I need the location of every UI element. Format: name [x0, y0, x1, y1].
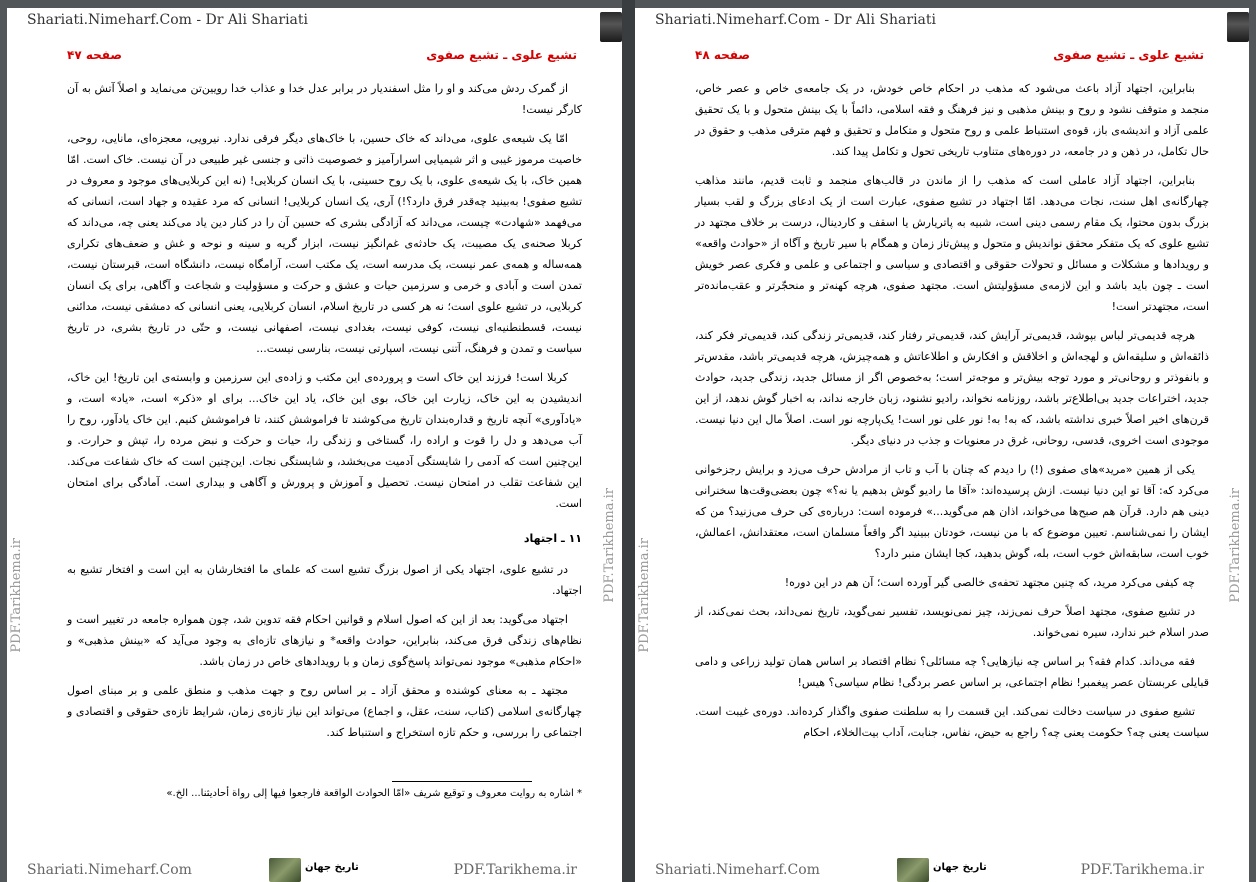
paragraph: چه کیفی می‌کرد مرید، که چنین مجتهد تحفه‌ی خالصی گیر آورده است؛ آن هم در این دوره! [784, 576, 1195, 589]
tarikh-jahan-logo [897, 858, 1009, 882]
footer-site-link[interactable]: Shariati.Nimeharf.Com [27, 862, 192, 878]
body-text [67, 78, 582, 751]
document-page-48 [635, 8, 1249, 882]
site-header: Shariati.Nimeharf.Com - Dr Ali Shariati [27, 12, 309, 28]
paragraph: در تشیع صفوی، مجتهد اصلاً حرف نمی‌زند، چیز نمی‌نویسد، تفسیر نمی‌گوید، تاریخ نمی‌داند، بحث نمی‌کند، از صدر اسلام خبر ندارد، سیره نمی‌خواند. [695, 605, 1209, 639]
paragraph: بنابراین، اجتهاد آزاد باعث می‌شود که مذهب در احکام خاص خودش، در یک جامعه‌ی خاص و عصر خاص، منجمد و متوقف نشود و روح و بینش مذهبی و نیز فرهنگ و فقه اسلامی، دائماً با یک بینش متحول و با یک تحقیق علمی آزاد و اندیشه‌ی باز، قوه‌ی استنباط علمی و روح متحول و متکامل و تحقیق و فهم مترقی مذهب و حقوق در حال تکامل، در ذهن و در جامعه، در دوره‌های متناوب تاریخی تحول و تکامل پیدا کند. [695, 82, 1209, 158]
paragraph: بنابراین، اجتهاد آزاد عاملی است که مذهب را از ماندن در قالب‌های منجمد و ثابت قدیم، مانند مذاهب چهارگانه‌ی اهل سنت، نجات می‌دهد. امّا اجتهاد در تشیع صفوی، عبارت است از یک ادعای بزرگ و لقب بسیار بزرگ بدون محتوا، یک مقام رسمی دینی است، شبیه به پاتریارش یا اسقف و کاردینال، درست بر خلاف مجتهد در تشیع علوی که یک متفکر محقق نواندیش و متحول و پیش‌تاز زمان و همگام با سیر تاریخ و آگاه از «حوادث واقعه» و رویدادها و مشکلات و مسائل و تحولات حقوقی و اقتصادی و سیاسی و اجتماعی و علمی و فکری عصر خویش است ـ چون باید باشد و این لازمه‌ی مسؤولیتش است. مجتهد صفوی، هرچه کهنه‌تر و منحجّرتر و عقب‌مانده‌تر است، مجتهدتر است! [695, 174, 1209, 313]
site-header: Shariati.Nimeharf.Com - Dr Ali Shariati [655, 12, 937, 28]
footer-site-link[interactable]: Shariati.Nimeharf.Com [655, 862, 820, 878]
chapter-title: تشیع علوی ـ تشیع صفوی [426, 48, 577, 62]
footer-pdf-link[interactable]: PDF.Tarikhema.ir [453, 862, 577, 878]
page-number: صفحه ۴۷ [67, 48, 122, 62]
watermark: PDF.Tarikhema.ir [637, 538, 652, 653]
paragraph: امّا یک شیعه‌ی علوی، می‌داند که خاک حسین، با خاک‌های دیگر فرقی ندارد. نیرویی، معجزه‌ای، مانایی، روحی، خاصیت مرموز غیبی و اثر شیمیایی اسرارآمیز و خصوصیت ذاتی و جنسی غیر طبیعی در آن نیست. خاک است. امّا همین خاک، با یک شیعه‌ی علوی، با یک روح حسینی، با یک انسان کربلایی! (نه این کربلایی‌های موجود و معروف در تشیع صفوی! به‌بینید چه‌قدر فرق دارد؟!) آری، یک انسان کربلایی! انسانی که مرد عقیده و جهاد است، انسانی که می‌فهمد «شهادت» چیست، می‌داند که آزادگی بشری که حسین آن را در کنار دین یاد می‌کند یعنی چه، می‌داند که کربلا صحنه‌ی یک مصیبت، یک حادثه‌ی غم‌انگیز نیست، ابزار گریه و سینه و نوحه و غش و ضعف‌های تکراری همه‌ساله و همه‌ی عمر نیست، یک مدرسه است، یک مکتب است، آرامگاه نیست، دانشگاه است، قبرستان نیست، تمدن است و آبادی و خرمی و سرزمین حیات و عشق و حرکت و مسؤولیت و شجاعت و آگاهی، برای یک انسان کربلایی، در تشیع علوی است؛ نه هر کسی در تاریخ اسلام، انسان کربلایی، یعنی انسانی که دمشقی نیست، مدائنی نیست، قسطنطنیه‌ای نیست، کوفی نیست، بغدادی نیست، اصفهانی نیست، و حتّی در تاریخ بشری، در تاریخ سیاست و تمدن و فرهنگ، آتنی نیست، اسپارتی نیست، بنارسی نیست... [67, 132, 582, 355]
chapter-title: تشیع علوی ـ تشیع صفوی [1053, 48, 1204, 62]
section-heading: ۱۱ ـ اجتهاد [523, 532, 582, 545]
paragraph: فقه می‌داند. کدام فقه؟ بر اساس چه نیازهایی؟ چه مسائلی؟ نظام اقتصاد بر اساس همان تولید زراعی و دامی قبایلی عربستان عصر پیغمبر! نظام اجتماعی، بر اساس عصر بردگی! نظام سیاسی؟ هیس! [695, 655, 1209, 689]
author-portrait-icon [1227, 12, 1249, 42]
paragraph: در تشیع علوی، اجتهاد یکی از اصول بزرگ تشیع است که علمای ما افتخارشان به این است و افتخار تشیع به اجتهاد. [67, 563, 582, 597]
paragraph: هرچه قدیمی‌تر لباس بپوشد، قدیمی‌تر آرایش کند، قدیمی‌تر رفتار کند، قدیمی‌تر زندگی کند، قدیمی‌تر فکر کند، ذائقه‌اش و سلیقه‌اش و لهجه‌اش و اخلاقش و افکارش و اطلاعاتش و همه‌چیزش، هرچه قدیمی‌تر باشد، مقدس‌تر و بانفوذتر و روحانی‌تر و مورد توجه بیش‌تر و موجه‌تر است؛ به‌خصوص اگر از مسائل جدید، زندگی جدید، حوادث جدید، اختراعات جدید بی‌اطلاع‌تر باشد، روزنامه نخواند، رادیو نشنود، زبان خارجه نداند، به اخبار گوش ندهد، از این قرن‌های اخیر اصلاً خبری نداشته باشد، که به! به! نور علی نور است! یک‌پارچه نور است. اصلاً مال این دنیا نیست. موجودی است اخروی، قدسی، روحانی، غرق در معنویات و جذب در دنیای دیگر. [695, 329, 1209, 447]
paragraph: کربلا است! فرزند این خاک است و پرورده‌ی این مکتب و زاده‌ی این سرزمین و وابسته‌ی این تاریخ! این خاک، اندیشیدن به این خاک، زیارت این خاک، بوی این خاک، یاد این خاک... برای او «ذکر» است، «یاد» است، و «یادآوری» آنچه تاریخ و قداره‌بندان تاریخ می‌کوشند تا فراموشش کنند، تا فراموشش کنیم. این خاک یادآور، روح را آب می‌دهد و دل را قوت و اراده را، گستاخی و زندگی را، حیات و حرکت و نبض مرده را، تپش و حرارت. و این‌چنین است که آدمی را شایستگی آدمیت می‌بخشد، و شایستگی نجات. این‌چنین است که خاک شفاعت می‌کند. این شفاعت تقلب در امتحان نیست. تحصیل و آموزش و پرورش و آگاهی و بیداری است. آمادگی برای امتحان است. [67, 371, 582, 510]
page-number: صفحه ۴۸ [695, 48, 750, 62]
paragraph: اجتهاد می‌گوید: بعد از این که اصول اسلام و قوانین احکام فقه تدوین شد، چون همواره جامعه در تغییر است و نظام‌های زندگی فرق می‌کند، بنابراین، حوادث واقعه* و نیازهای تازه‌ای به وجود می‌آید که «بینش مذهبی» و «احکام مذهبی» موجود نمی‌تواند پاسخ‌گوی زمان و با رویدادهای خاص در زمان باشد. [67, 613, 582, 668]
page-title-line [695, 48, 1204, 66]
page-title-line [67, 48, 577, 66]
paragraph: یکی از همین «مرید»های صفوی (!) را دیدم که چنان با آب و تاب از مرادش حرف می‌زد و برایش رجزخوانی می‌کرد که: آقا تو این دنیا نیست. ازش پرسیده‌اند: «آقا ما رادیو گوش بدهیم یا نه؟» چون بعضی‌وقت‌ها سخنرانی دینی هم دارد. قرآن هم صبح‌ها می‌خواند، اذان هم می‌گوید...» فرموده است: درباره‌ی کی حرف می‌زنید؟ من که ایشان را نمی‌شناسم. تعیین موضوع که با من نیست، خودتان ببینید اگر واقعاً مسلمان است، معتقدانش، اعمالش، خوب است، سابقه‌اش خوب است، بله، گوش بدهید، کجا ایشان منبر دارد؟ [695, 463, 1209, 560]
body-text [695, 78, 1209, 751]
watermark: PDF.Tarikhema.ir [9, 538, 24, 653]
footnote-divider [392, 781, 532, 782]
paragraph: از گمرک ردش می‌کند و او را مثل اسفندیار در برابر عدل خدا و عذاب خدا رویین‌تن می‌نماید و اصلاً آتش به آن کارگر نیست! [67, 82, 582, 116]
footer-pdf-link[interactable]: PDF.Tarikhema.ir [1080, 862, 1204, 878]
logo-text: تاریخ جهان [933, 862, 987, 873]
footnote: * اشاره به روایت معروف و توقیع شریف «امّا الحوادث الواقعة فارجعوا فیها إلی رواة أحادیثنا... الخ.» [166, 788, 582, 799]
logo-image-icon [269, 858, 301, 882]
logo-image-icon [897, 858, 929, 882]
document-page-47 [7, 8, 622, 882]
paragraph: مجتهد ـ به معنای کوشنده و محقق آزاد ـ بر اساس روح و جهت مذهب و منطق علمی و بر مبنای اصول چهارگانه‌ی اسلامی (کتاب، سنت، عقل، و اجماع) می‌تواند این نیاز تازه‌ی زمان، شرایط تازه‌ی حقوقی و اقتصادی و اجتماعی را بررسی، و حکم تازه استخراج و استنباط کند. [67, 684, 582, 739]
page-gap [622, 0, 635, 882]
author-portrait-icon [600, 12, 622, 42]
logo-text: تاریخ جهان [305, 862, 359, 873]
paragraph: تشیع صفوی در سیاست دخالت نمی‌کند. این قسمت را به سلطنت صفوی واگذار کرده‌اند. دوره‌ی غیبت است. سیاست یعنی چه؟ حکومت یعنی چه؟ راجع به حیض، نفاس، جنابت، آداب بیت‌الخلاء، احکام [695, 705, 1209, 739]
watermark: PDF.Tarikhema.ir [602, 488, 617, 603]
tarikh-jahan-logo [269, 858, 381, 882]
watermark: PDF.Tarikhema.ir [1228, 488, 1243, 603]
